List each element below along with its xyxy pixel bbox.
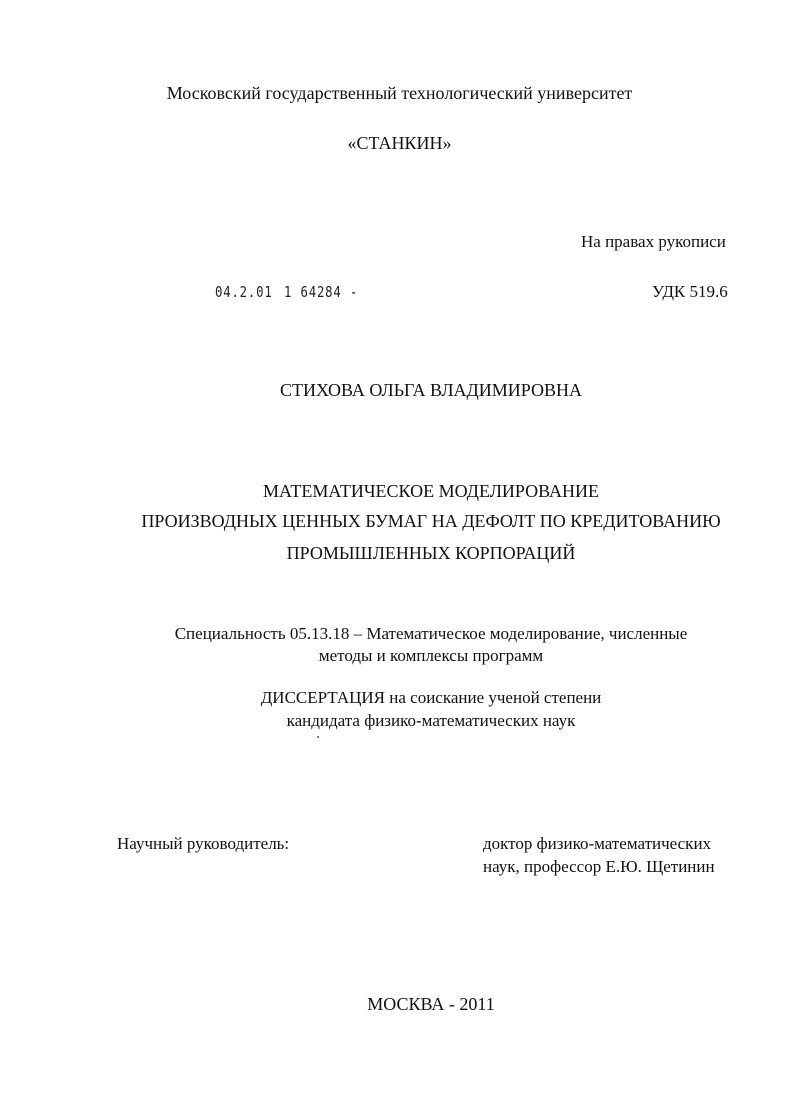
city-year: МОСКВА - 2011 xyxy=(367,994,495,1014)
advisor-credentials-line-2: наук, профессор Е.Ю. Щетинин xyxy=(483,857,715,876)
thesis-title-line-1: МАТЕМАТИЧЕСКОЕ МОДЕЛИРОВАНИЕ xyxy=(262,481,600,501)
udc-code: УДК 519.6 xyxy=(652,282,728,301)
archive-stamp-number xyxy=(215,283,358,301)
scan-artifact xyxy=(317,736,319,738)
thesis-title-line-2: ПРОИЗВОДНЫХ ЦЕННЫХ БУМАГ НА ДЕФОЛТ ПО КРЕДИТОВАНИЮ xyxy=(141,511,721,531)
dissertation-degree-line-1: ДИССЕРТАЦИЯ на соискание ученой степени xyxy=(260,688,602,707)
dissertation-degree-line-2: кандидата физико-математических наук xyxy=(286,711,576,730)
thesis-title-line-3: ПРОМЫШЛЕННЫХ КОРПОРАЦИЙ xyxy=(286,543,576,563)
specialty-line-1: Специальность 05.13.18 – Математическое моделирование, численные xyxy=(174,624,688,643)
author-name: СТИХОВА ОЛЬГА ВЛАДИМИРОВНА xyxy=(279,380,583,400)
university-short-name: «СТАНКИН» xyxy=(347,133,452,153)
advisor-credentials-line-1: доктор физико-математических xyxy=(483,834,712,853)
rights-note: На правах рукописи xyxy=(581,232,726,251)
archive-number-right: 1 64284 - xyxy=(284,283,359,301)
archive-number-left: 04.2.01 xyxy=(215,283,273,301)
specialty-line-2: методы и комплексы программ xyxy=(318,646,544,665)
advisor-label: Научный руководитель: xyxy=(117,834,290,853)
university-name: Московский государственный технологический университет xyxy=(166,83,633,103)
